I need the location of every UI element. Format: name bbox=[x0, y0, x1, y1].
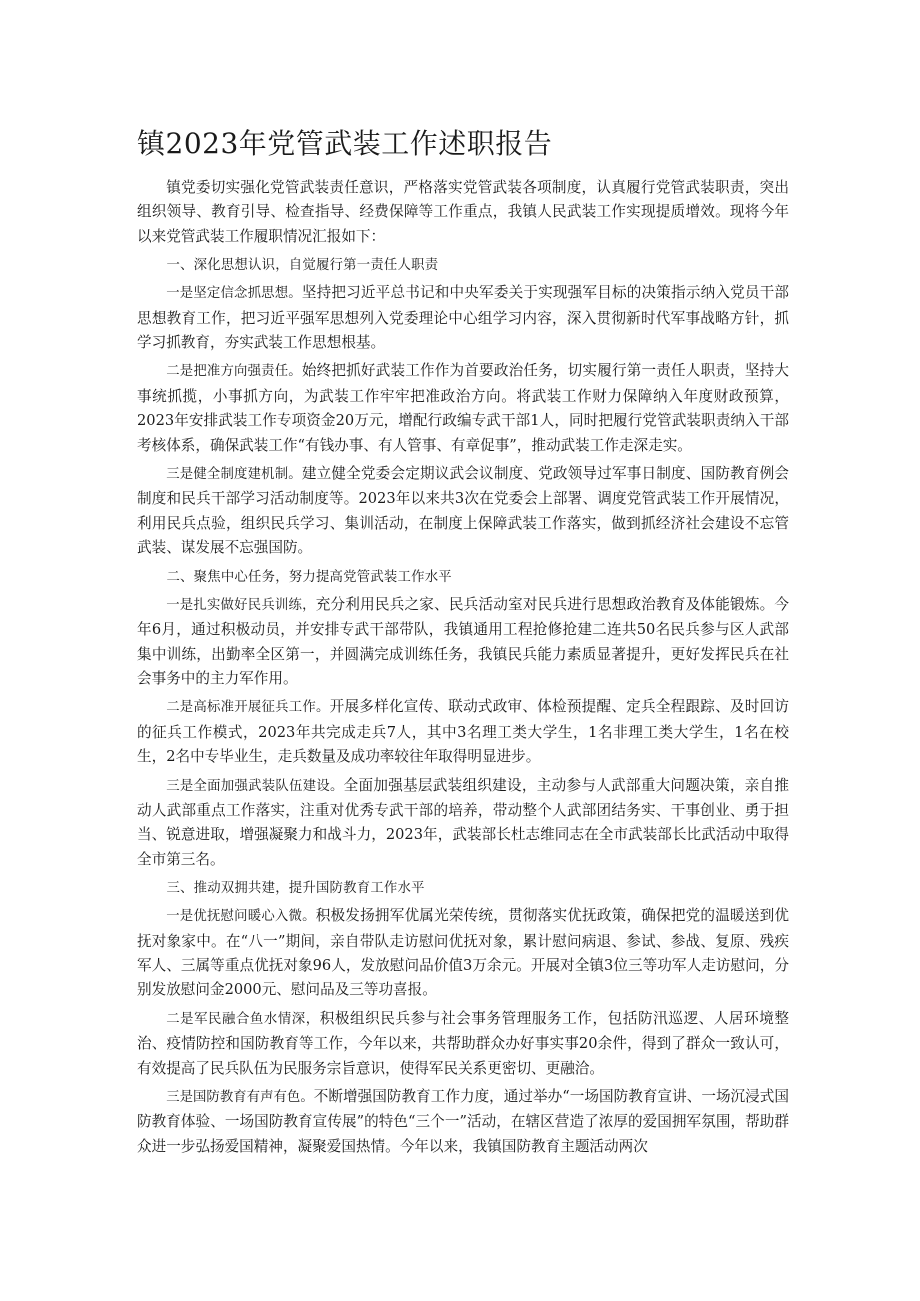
paragraph-text: 积极发扬拥军优属光荣传统，贯彻落实优抚政策，确保把党的温暖送到优抚对象家中。在“八一”期间，亲自带队走访慰问优抚对象，累计慰问病退、参试、参战、复原、残疾军人、三属等重点优抚对象96人，发放慰问品价值3万余元。开展对全镇3位三等功军人走访慰问，分别发放慰问金2000元、慰问品及三等功喜报。 bbox=[137, 907, 789, 999]
section-paragraph bbox=[137, 695, 789, 769]
section-heading: 一、深化思想认识，自觉履行第一责任人职责 bbox=[166, 258, 439, 274]
section-paragraph bbox=[137, 1007, 789, 1081]
paragraph-lead: 二是高标准开展征兵工作。 bbox=[166, 700, 330, 716]
paragraph-text: 始终把抓好武装工作作为首要政治任务，切实履行第一责任人职责，坚持大事统抓揽，小事抓方向，为武装工作牢牢把准政治方向。将武装工作财力保障纳入年度财政预算，2023年安排武装工作专项资金20万元，增配行政编专武干部1人，同时把履行党管武装职责纳入干部考核体系，确保武装工作“有钱办事、有人管事、有章促事”，推动武装工作走深走实。 bbox=[137, 362, 790, 454]
paragraph-lead: 一是坚定信念抓思想。 bbox=[166, 286, 302, 302]
paragraph-text: 全面加强基层武装组织建设，主动参与人武部重大问题决策，亲自推动人武部重点工作落实，注重对优秀专武干部的培养，带动整个人武部团结务实、干事创业、勇于担当、锐意进取，增强凝聚力和战斗力，2023年，武装部长杜志维同志在全市武装部长比武活动中取得全市第三名。 bbox=[137, 776, 789, 868]
section-paragraph bbox=[137, 904, 789, 1003]
paragraph-lead: 三是健全制度建机制。 bbox=[166, 467, 302, 483]
paragraph-lead: 三是国防教育有声有色。 bbox=[166, 1090, 314, 1105]
section-paragraph bbox=[137, 1085, 789, 1159]
section-paragraph bbox=[137, 281, 789, 355]
paragraph-text: 积极组织民兵参与社会事务管理服务工作，包括防汛巡逻、人居环境整治、疫情防控和国防教育等工作，今年以来，共帮助群众办好事实事20余件，得到了群众一致认可，有效提高了民兵队伍为民服务宗旨意识，使得军民关系更密切、更融洽。 bbox=[137, 1009, 789, 1077]
paragraph-text: 建立健全党委会定期议武会议制度、党政领导过军事日制度、国防教育例会制度和民兵干部学习活动制度等。2023年以来共3次在党委会上部署、调度党管武装工作开展情况，利用民兵点验，组织民兵学习、集训活动，在制度上保障武装工作落实，做到抓经济社会建设不忘管武装、谋发展不忘强国防。 bbox=[137, 465, 790, 557]
paragraph-text: 充分利用民兵之家、民兵活动室对民兵进行思想政治教育及体能锻炼。今年6月，通过积极动员，并安排专武干部带队，我镇通用工程抢修抢建二连共50名民兵参与区人武部集中训练，出勤率全区第一，并圆满完成训练任务，我镇民兵能力素质显著提升，更好发挥民兵在社会事务中的主力军作用。 bbox=[137, 595, 789, 687]
paragraph-lead: 二是军民融合鱼水情深， bbox=[166, 1011, 320, 1027]
paragraph-lead: 三是全面加强武装队伍建设。 bbox=[166, 778, 344, 794]
intro-paragraph: 镇党委切实强化党管武装责任意识，严格落实党管武装各项制度，认真履行党管武装职责，突出组织领导、教育引导、检查指导、经费保障等工作重点，我镇人民武装工作实现提质增效。现将今年以来党管武装工作履职情况汇报如下： bbox=[137, 179, 789, 245]
section-heading: 二、聚焦中心任务，努力提高党管武装工作水平 bbox=[166, 569, 452, 585]
section-heading: 三、推动双拥共建，提升国防教育工作水平 bbox=[166, 881, 425, 897]
section-paragraph bbox=[137, 359, 789, 458]
section-paragraph bbox=[137, 593, 789, 692]
paragraph-text: 不断增强国防教育工作力度，通过举办“一场国防教育宣讲、一场沉浸式国防教育体验、一场国防教育宣传展”的特色“三个一”活动，在辖区营造了浓厚的爱国拥军氛围，帮助群众进一步弘扬爱国精神，凝聚爱国热情。今年以来，我镇国防教育主题活动两次 bbox=[137, 1088, 790, 1155]
paragraph-lead: 一是优抚慰问暖心入微。 bbox=[166, 909, 316, 925]
paragraph-text: 坚持把习近平总书记和中央军委关于实现强军目标的决策指示纳入党员干部思想教育工作，把习近平强军思想列入党委理论中心组学习内容，深入贯彻新时代军事战略方针，抓学习抓教育，夯实武装工作思想根基。 bbox=[137, 284, 790, 352]
section-paragraph bbox=[137, 774, 789, 873]
document-title: 镇2023年党管武装工作述职报告 bbox=[137, 127, 553, 160]
section-paragraph bbox=[137, 462, 789, 561]
document-body bbox=[137, 176, 789, 1163]
paragraph-lead: 二是把准方向强责任。 bbox=[166, 364, 302, 380]
paragraph-text: 开展多样化宣传、联动式政审、体检预提醒、定兵全程跟踪、及时回访的征兵工作模式，2023年共完成走兵7人，其中3名理工类大学生，1名非理工类大学生，1名在校生，2名中专毕业生，走兵数量及成功率较往年取得明显进步。 bbox=[137, 698, 789, 766]
paragraph-lead: 一是扎实做好民兵训练， bbox=[166, 597, 316, 613]
